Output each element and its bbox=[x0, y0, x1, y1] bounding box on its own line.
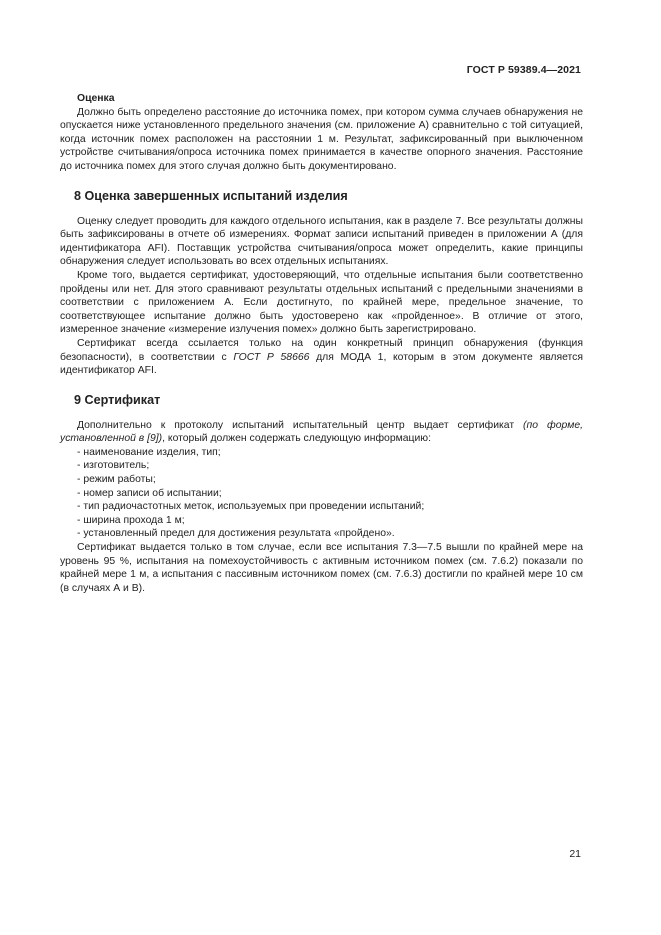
standard-reference: ГОСТ Р 58666 bbox=[233, 351, 310, 363]
assessment-paragraph: Должно быть определено расстояние до источника помех, при котором сумма случаев обнаружения не опускается ниже установленного предельного значения (см. приложение А) сравнительно с той ситуацией, когда источник помех расположен на расстоянии 1 м. Результат, зафиксированный при выключенном устройстве считывания/опроса источника помех принимается в качестве опорного значения. Расстояние до источника помех для этого случая должно быть документировано. bbox=[60, 106, 583, 172]
section-8-paragraph-2: Кроме того, выдается сертификат, удостоверяющий, что отдельные испытания были соответственно пройдены или нет. Для этого сравнивают результаты отдельных испытаний с предельными значениями в соответствии с приложением А. Если достигнуто, по крайней мере, предельное значение, то соответствующее испытание должно быть удостоверено как «пройденное». В отличие от этого, измеренное значение «измерение излучения помех» должно быть зарегистрировано. bbox=[60, 269, 583, 336]
list-item: - ширина прохода 1 м; bbox=[77, 514, 185, 526]
list-item: - номер записи об испытании; bbox=[77, 487, 222, 499]
standard-designation: ГОСТ Р 59389.4—2021 bbox=[466, 64, 581, 76]
list-item: - изготовитель; bbox=[77, 460, 150, 472]
list-item: - установленный предел для достижения результата «пройдено». bbox=[77, 528, 395, 540]
section-8-paragraph-1: Оценку следует проводить для каждого отдельного испытания, как в разделе 7. Все результаты должны быть зафиксированы в отчете об измерениях. Формат записи испытаний приведен в приложении А (для идентификатора AFI). Поставщик устройства считывания/опроса может определить, какие принципы обнаружения следует использовать во всех отдельных испытаниях. bbox=[60, 215, 583, 268]
list-item: - тип радиочастотных меток, используемых при проведении испытаний; bbox=[77, 501, 425, 513]
section-9-intro bbox=[60, 419, 583, 446]
section-8-paragraph-3 bbox=[60, 337, 583, 378]
paragraph-text: Сертификат всегда ссылается только на один конкретный принцип обнаружения (функция безопасности), в соответствии с bbox=[60, 337, 583, 363]
section-8-heading: 8 Оценка завершенных испытаний изделия bbox=[74, 188, 348, 203]
form-reference: (по форме, установленной в [9]) bbox=[60, 419, 583, 445]
page-number: 21 bbox=[569, 848, 581, 860]
section-9-closing: Сертификат выдается только в том случае, если все испытания 7.3—7.5 вышли по крайней мере на уровень 95 %, испытания на помехоустойчивость с активным источником помех (см. 7.6.2) показали по крайней мере 1 м, а испытания с пассивным источником помех (см. 7.6.3) достигли по крайней мере 10 см (в случаях А и В). bbox=[60, 542, 583, 594]
section-9-heading: 9 Сертификат bbox=[74, 392, 161, 407]
paragraph-text: для МОДА 1, которым в этом документе является идентификатор AFI. bbox=[60, 351, 583, 377]
list-item: - наименование изделия, тип; bbox=[77, 446, 221, 458]
list-item: - режим работы; bbox=[77, 474, 156, 486]
paragraph-text: , который должен содержать следующую информацию: bbox=[162, 433, 431, 445]
assessment-subheading: Оценка bbox=[77, 93, 115, 104]
certificate-info-list bbox=[60, 446, 583, 541]
page-content bbox=[60, 92, 583, 595]
paragraph-text: Дополнительно к протоколу испытаний испытательный центр выдает сертификат bbox=[77, 419, 524, 431]
